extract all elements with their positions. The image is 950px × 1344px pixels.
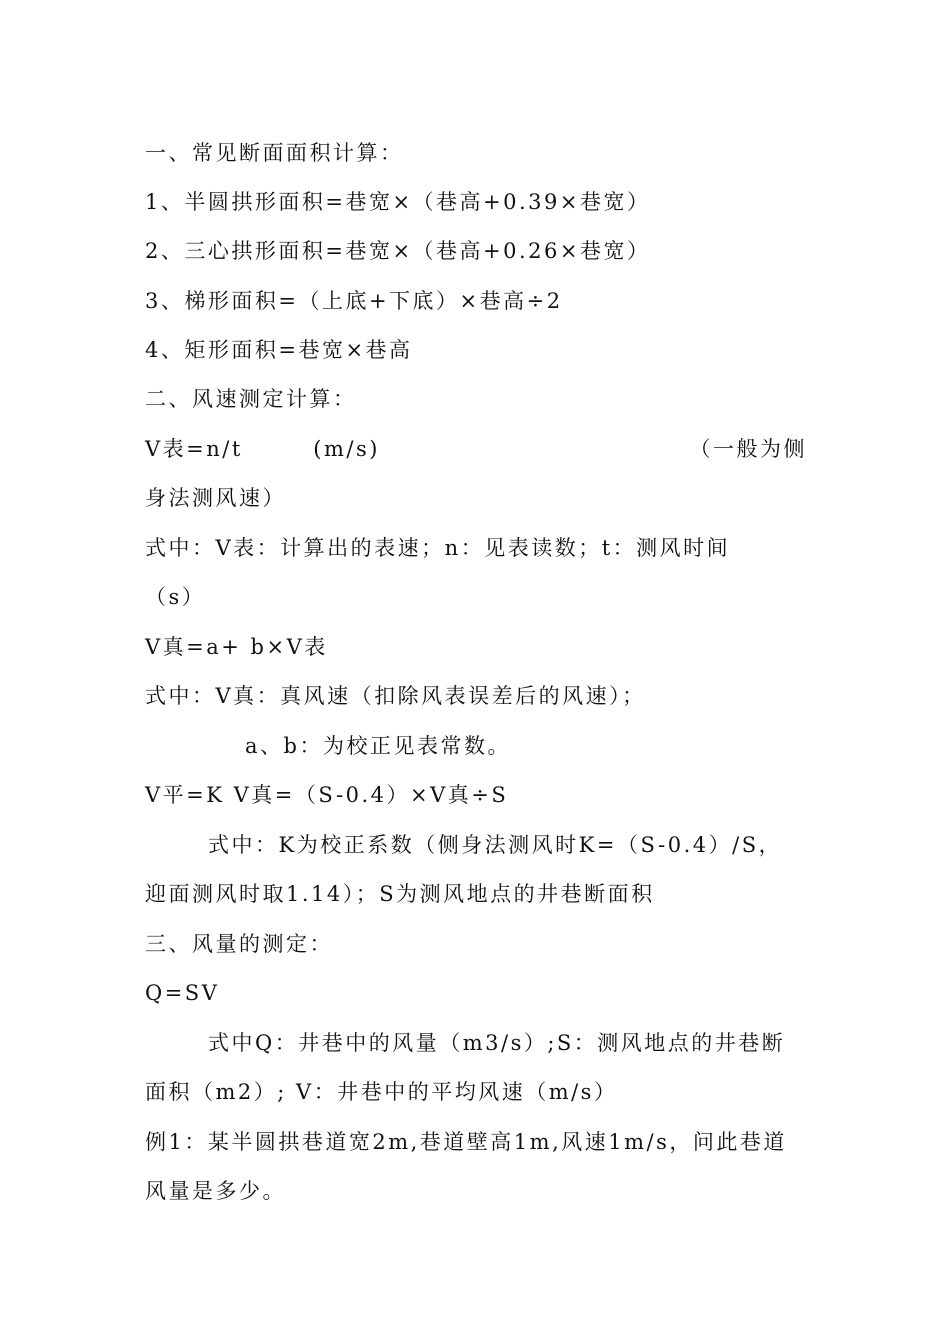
formula-rectangle: 4、矩形面积=巷宽×巷高 bbox=[145, 338, 413, 362]
formula-trapezoid: 3、梯形面积=（上底+下底）×巷高÷2 bbox=[145, 289, 563, 313]
formula-v-average: V平=K V真=（S-0.4）×V真÷S bbox=[145, 783, 509, 807]
formula-q: Q=SV bbox=[145, 981, 220, 1005]
text-line: 式中：K为校正系数（侧身法测风时K=（S-0.4）/S， bbox=[208, 833, 783, 857]
formula-v-table-note: （一般为侧 bbox=[689, 437, 807, 461]
text-line: 式中Q：井巷中的风量（m3/s）;S：测风地点的井巷断 bbox=[208, 1031, 786, 1055]
text-line: 式中：V真：真风速（扣除风表误差后的风速）； bbox=[145, 684, 646, 708]
section-heading-wind-speed: 二、风速测定计算： bbox=[145, 387, 357, 411]
text-line: 式中：V表：计算出的表速；n：见表读数；t：测风时间 bbox=[145, 536, 731, 560]
text-line: 迎面测风时取1.14）；S为测风地点的井巷断面积 bbox=[145, 882, 655, 906]
text-line: （s） bbox=[145, 585, 206, 609]
formula-three-center-arch: 2、三心拱形面积=巷宽×（巷高+0.26×巷宽） bbox=[145, 239, 651, 263]
section-heading-cross-section-area: 一、常见断面面积计算： bbox=[145, 141, 404, 165]
text-line: 身法测风速） bbox=[145, 486, 286, 510]
text-line: a、b：为校正见表常数。 bbox=[245, 734, 511, 758]
text-line: 面积（m2）; V：井巷中的平均风速（m/s） bbox=[145, 1080, 618, 1104]
formula-v-table-text: V表=n/t (m/s) bbox=[145, 437, 380, 461]
example-1: 例1：某半圆拱巷道宽2m,巷道壁高1m,风速1m/s，问此巷道 bbox=[145, 1130, 787, 1154]
example-1-cont: 风量是多少。 bbox=[145, 1179, 286, 1203]
formula-v-table bbox=[145, 434, 807, 464]
formula-semicircular-arch: 1、半圆拱形面积=巷宽×（巷高+0.39×巷宽） bbox=[145, 190, 651, 214]
formula-v-true: V真=a+ b×V表 bbox=[145, 635, 328, 659]
section-heading-air-volume: 三、风量的测定： bbox=[145, 932, 333, 956]
